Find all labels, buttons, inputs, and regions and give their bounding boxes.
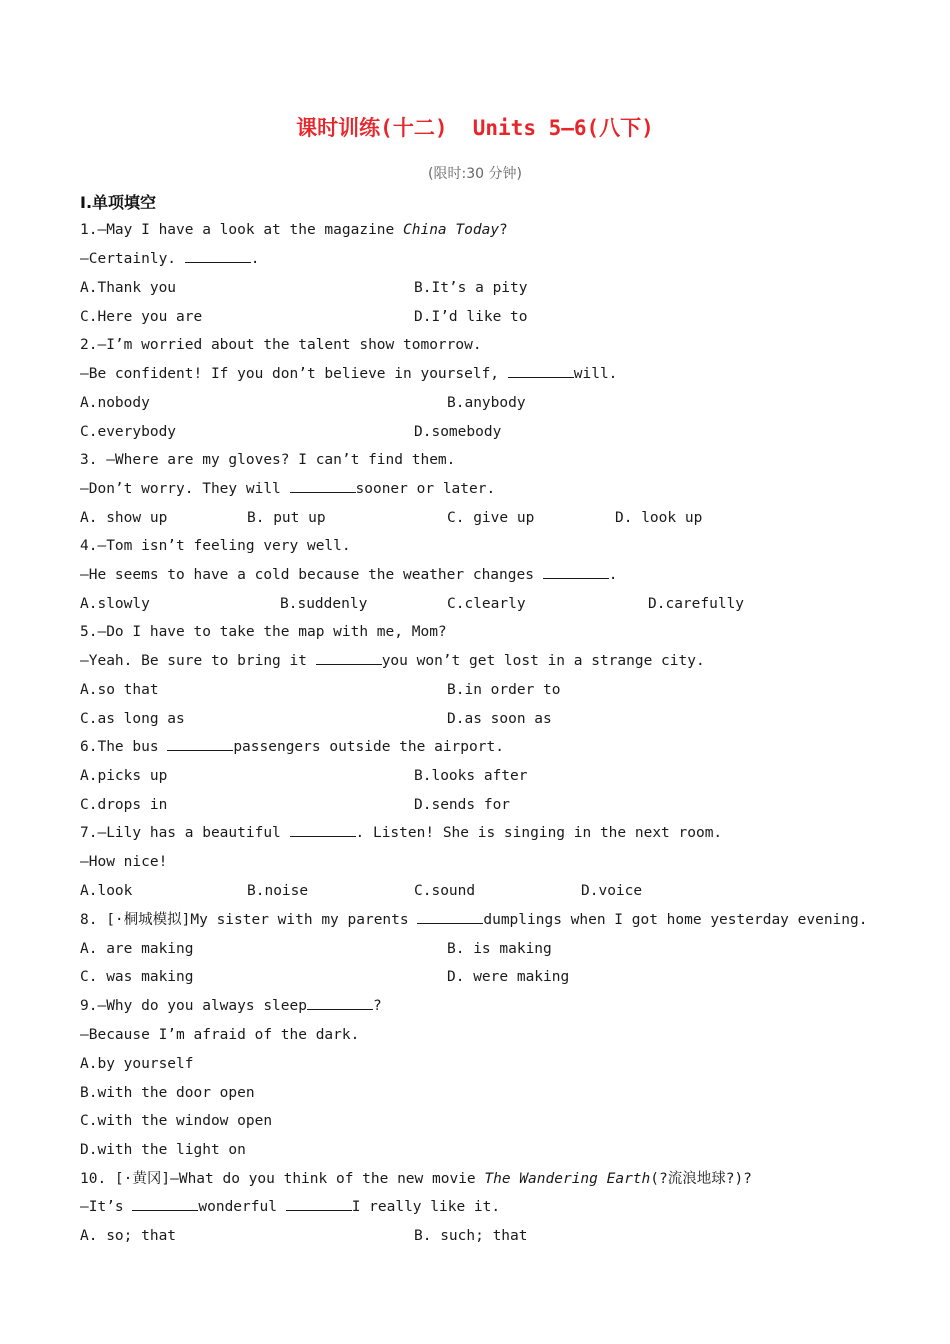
question-5-option-d[interactable]: D.as soon as [447,711,552,727]
question-1-option-a[interactable]: A.Thank you [80,280,177,296]
question-8-option-a[interactable]: A. are making [80,941,194,957]
question-6-option-d[interactable]: D.sends for [414,797,511,813]
question-5-option-a[interactable]: A.so that [80,682,159,698]
question-2-stem: 2.—I’m worried about the talent show tomorrow. [80,337,482,353]
question-7-response: —How nice! [80,854,168,870]
question-6-option-a[interactable]: A.picks up [80,768,168,784]
question-3-option-b[interactable]: B. put up [247,510,326,526]
question-10-option-b[interactable]: B. such; that [414,1228,528,1244]
question-9-response: —Because I’m afraid of the dark. [80,1027,360,1043]
question-3-option-d[interactable]: D. look up [615,510,703,526]
question-4-option-c[interactable]: C.clearly [447,596,526,612]
question-7-option-a[interactable]: A.look [80,883,133,899]
answer-blank[interactable] [290,478,356,493]
answer-blank[interactable] [543,564,609,579]
page-title: 课时训练(十二) Units 5—6(八下) [296,116,654,140]
question-9-option-b[interactable]: B.with the door open [80,1085,255,1101]
question-7-stem: 7.—Lily has a beautiful . Listen! She is singing in the next room. [80,822,722,844]
question-1-response: —Certainly. . [80,248,260,270]
question-8-option-b[interactable]: B. is making [447,941,552,957]
question-6-stem: 6.The bus passengers outside the airport. [80,736,504,758]
question-2-option-d[interactable]: D.somebody [414,424,502,440]
question-7-option-d[interactable]: D.voice [581,883,643,899]
question-2-option-a[interactable]: A.nobody [80,395,150,411]
question-9-option-a[interactable]: A.by yourself [80,1056,194,1072]
question-6-option-c[interactable]: C.drops in [80,797,168,813]
question-1-stem: 1.—May I have a look at the magazine China Today? [80,222,508,238]
question-7-option-b[interactable]: B.noise [247,883,309,899]
answer-blank[interactable] [132,1196,198,1211]
question-4-option-b[interactable]: B.suddenly [280,596,368,612]
question-9-stem: 9.—Why do you always sleep ? [80,995,382,1017]
answer-blank[interactable] [290,822,356,837]
answer-blank[interactable] [307,995,373,1010]
question-6-option-b[interactable]: B.looks after [414,768,528,784]
question-4-stem: 4.—Tom isn’t feeling very well. [80,538,351,554]
question-5-option-c[interactable]: C.as long as [80,711,185,727]
question-10-response: —It’s wonderful I really like it. [80,1196,500,1218]
answer-blank[interactable] [316,650,382,665]
question-1-option-d[interactable]: D.I’d like to [414,309,528,325]
question-2-option-b[interactable]: B.anybody [447,395,526,411]
question-3-stem: 3. —Where are my gloves? I can’t find them. [80,452,456,468]
question-8-stem: 8. [·桐城模拟]My sister with my parents dumplings when I got home yesterday evening. [80,909,867,931]
question-10-stem: 10. [·黄冈]—What do you think of the new movie The Wandering Earth(?流浪地球?)? [80,1171,752,1187]
question-5-response: —Yeah. Be sure to bring it you won’t get lost in a strange city. [80,650,705,672]
answer-blank[interactable] [508,363,574,378]
question-1-option-b[interactable]: B.It’s a pity [414,280,528,296]
question-5-option-b[interactable]: B.in order to [447,682,561,698]
time-limit: (限时:30 分钟) [428,166,522,182]
question-4-option-a[interactable]: A.slowly [80,596,150,612]
answer-blank[interactable] [286,1196,352,1211]
question-3-response: —Don’t worry. They will sooner or later. [80,478,495,500]
question-3-option-c[interactable]: C. give up [447,510,535,526]
question-2-option-c[interactable]: C.everybody [80,424,177,440]
question-3-option-a[interactable]: A. show up [80,510,168,526]
answer-blank[interactable] [185,248,251,263]
question-7-option-c[interactable]: C.sound [414,883,476,899]
question-1-option-c[interactable]: C.Here you are [80,309,203,325]
section-heading: Ⅰ.单项填空 [80,193,157,212]
question-8-option-d[interactable]: D. were making [447,969,570,985]
question-10-option-a[interactable]: A. so; that [80,1228,177,1244]
question-9-option-d[interactable]: D.with the light on [80,1142,246,1158]
question-5-stem: 5.—Do I have to take the map with me, Mom? [80,624,447,640]
answer-blank[interactable] [417,909,483,924]
question-8-option-c[interactable]: C. was making [80,969,194,985]
question-4-option-d[interactable]: D.carefully [648,596,745,612]
answer-blank[interactable] [167,736,233,751]
question-2-response: —Be confident! If you don’t believe in yourself, will. [80,363,617,385]
question-4-response: —He seems to have a cold because the weather changes . [80,564,617,586]
question-9-option-c[interactable]: C.with the window open [80,1113,273,1129]
